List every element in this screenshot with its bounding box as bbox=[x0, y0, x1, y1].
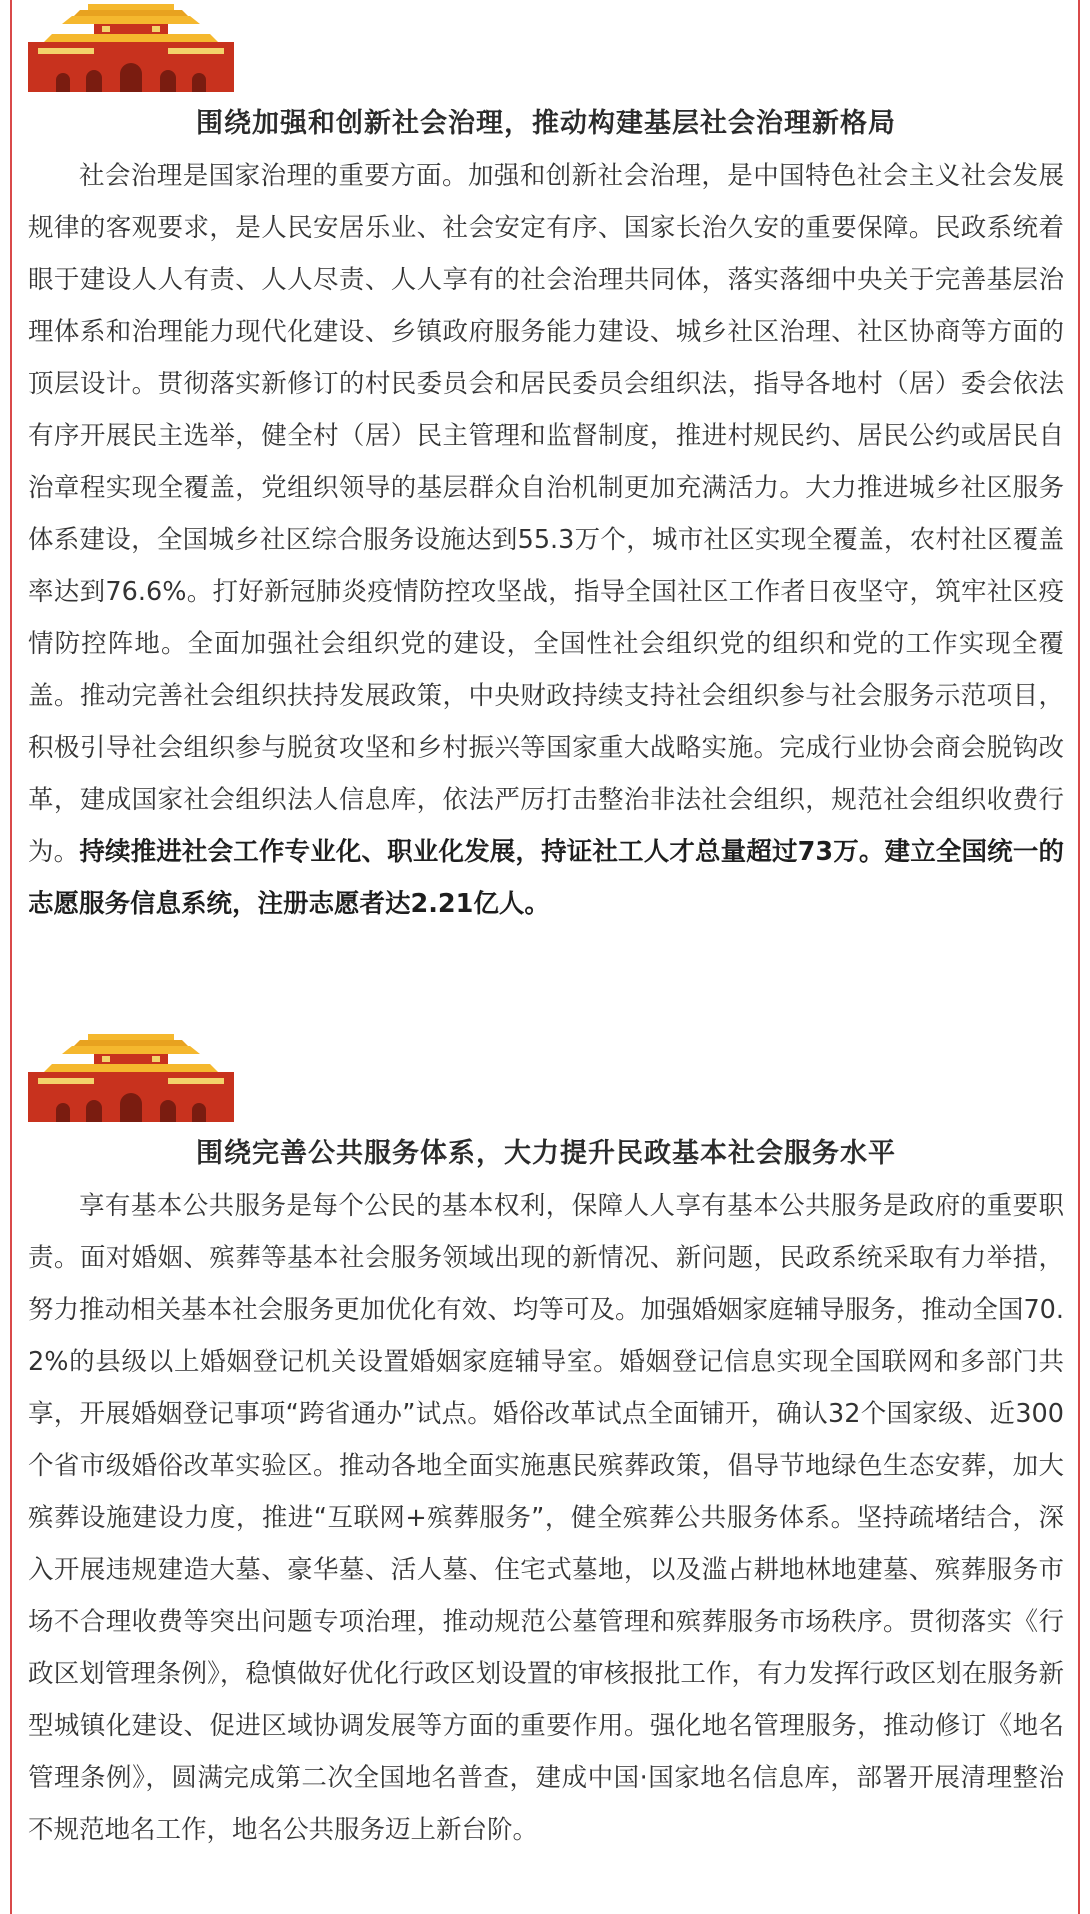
section-public-services bbox=[28, 1030, 1064, 1856]
section-body bbox=[28, 150, 1064, 930]
section-body bbox=[28, 1180, 1064, 1856]
body-text: 社会治理是国家治理的重要方面。加强和创新社会治理，是中国特色社会主义社会发展规律的客观要求，是人民安居乐业、社会安定有序、国家长治久安的重要保障。民政系统着眼于建设人人有责、人人尽责、人人享有的社会治理共同体，落实落细中央关于完善基层治理体系和治理能力现代化建设、乡镇政府服务能力建设、城乡社区治理、社区协商等方面的顶层设计。贯彻落实新修订的村民委员会和居民委员会组织法，指导各地村（居）委会依法有序开展民主选举，健全村（居）民主管理和监督制度，推进村规民约、居民公约或居民自治章程实现全覆盖，党组织领导的基层群众自治机制更加充满活力。大力推进城乡社区服务体系建设，全国城乡社区综合服务设施达到55.3万个，城市社区实现全覆盖，农村社区覆盖率达到76.6%。打好新冠肺炎疫情防控攻坚战，指导全国社区工作者日夜坚守，筑牢社区疫情防控阵地。全面加强社会组织党的建设，全国性社会组织党的组织和党的工作实现全覆盖。推动完善社会组织扶持发展政策，中央财政持续支持社会组织参与社会服务示范项目，积极引导社会组织参与脱贫攻坚和乡村振兴等国家重大战略实施。完成行业协会商会脱钩改革，建成国家社会组织法人信息库，依法严厉打击整治非法社会组织，规范社会组织收费行为。 bbox=[28, 161, 1064, 867]
section-title: 围绕加强和创新社会治理，推动构建基层社会治理新格局 bbox=[196, 108, 896, 139]
section-social-governance bbox=[28, 0, 1064, 930]
body-highlight: 持续推进社会工作专业化、职业化发展，持证社工人才总量超过73万。建立全国统一的志愿服务信息系统，注册志愿者达2.21亿人。 bbox=[28, 837, 1064, 919]
body-text: 享有基本公共服务是每个公民的基本权利，保障人人享有基本公共服务是政府的重要职责。面对婚姻、殡葬等基本社会服务领域出现的新情况、新问题，民政系统采取有力举措，努力推动相关基本社会服务更加优化有效、均等可及。加强婚姻家庭辅导服务，推动全国70.2%的县级以上婚姻登记机关设置婚姻家庭辅导室。婚姻登记信息实现全国联网和多部门共享，开展婚姻登记事项“跨省通办”试点。婚俗改革试点全面铺开，确认32个国家级、近300个省市级婚俗改革实验区。推动各地全面实施惠民殡葬政策，倡导节地绿色生态安葬，加大殡葬设施建设力度，推进“互联网+殡葬服务”，健全殡葬公共服务体系。坚持疏堵结合，深入开展违规建造大墓、豪华墓、活人墓、住宅式墓地，以及滥占耕地林地建墓、殡葬服务市场不合理收费等突出问题专项治理，推动规范公墓管理和殡葬服务市场秩序。贯彻落实《行政区划管理条例》，稳慎做好优化行政区划设置的审核报批工作，有力发挥行政区划在服务新型城镇化建设、促进区域协调发展等方面的重要作用。强化地名管理服务，推动修订《地名管理条例》，圆满完成第二次全国地名普查，建成中国·国家地名信息库，部署开展清理整治不规范地名工作，地名公共服务迈上新台阶。 bbox=[28, 1191, 1064, 1845]
tiananmen-gate-icon bbox=[28, 1030, 234, 1122]
tiananmen-gate-icon bbox=[28, 0, 234, 92]
section-title: 围绕完善公共服务体系，大力提升民政基本社会服务水平 bbox=[196, 1138, 896, 1169]
